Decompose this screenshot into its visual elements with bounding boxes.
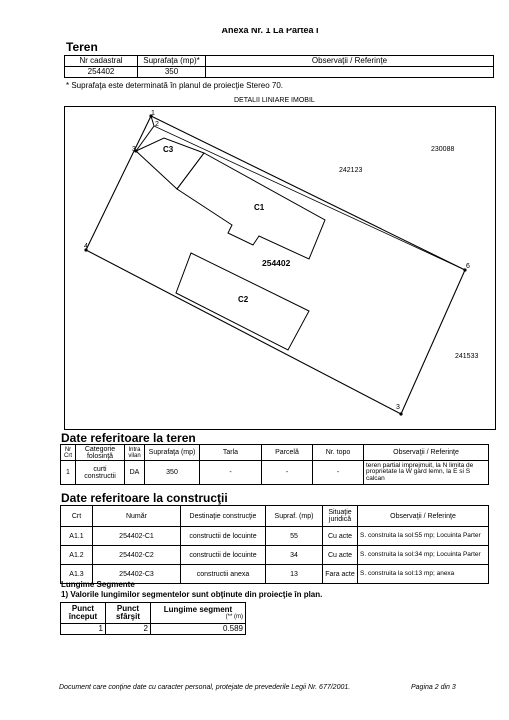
dc-obs: S. construita la sol:34 mp; Locuinta Parter bbox=[358, 546, 489, 565]
dc-obs: S. construita la sol:13 mp; anexa bbox=[358, 565, 489, 584]
segmente-subtitle: 1) Valorile lungimilor segmentelor sunt obţinute din proiecţie în plan. bbox=[61, 590, 323, 599]
table-row bbox=[61, 527, 489, 546]
dc-h-crt: Crt bbox=[61, 506, 93, 527]
dt-h-categorie: Categorie folosinţă bbox=[76, 445, 125, 461]
dc-h-situatie: Situaţie juridică bbox=[323, 506, 358, 527]
seg-h-unit: (** (m) bbox=[225, 614, 243, 620]
seg-length: 0.589 bbox=[151, 624, 246, 635]
segmente-title: Lungime Segmente bbox=[61, 580, 135, 589]
building-c3-label: C3 bbox=[163, 145, 174, 154]
dc-h-supraf: Supraf. (mp) bbox=[266, 506, 323, 527]
seg-h-length-cell bbox=[151, 603, 246, 624]
teren-footnote: * Suprafaţa este determinată în planul de proiecţie Stereo 70. bbox=[66, 81, 284, 90]
dc-supraf: 55 bbox=[266, 527, 323, 546]
dt-h-suprafata: Suprafaţa (mp) bbox=[145, 445, 200, 461]
segmente-table bbox=[60, 602, 246, 635]
plan-title: DETALII LINIARE IMOBIL bbox=[234, 97, 315, 104]
dc-destinatie: constructii de locuinte bbox=[181, 546, 266, 565]
seg-end: 2 bbox=[106, 624, 151, 635]
date-constructii-table bbox=[60, 505, 489, 584]
dc-crt: A1.3 bbox=[61, 565, 93, 584]
nr-cadastral-value: 254402 bbox=[65, 67, 138, 78]
table-row bbox=[61, 546, 489, 565]
dt-parcela: - bbox=[262, 461, 313, 485]
seg-h-length: Lungime segment bbox=[163, 605, 233, 614]
date-teren-table bbox=[60, 444, 489, 485]
dt-h-tarla: Tarla bbox=[200, 445, 262, 461]
dc-crt: A1.1 bbox=[61, 527, 93, 546]
dc-situatie: Cu acte bbox=[323, 527, 358, 546]
table-row bbox=[61, 624, 246, 635]
vertex-label-6: 6 bbox=[466, 263, 470, 270]
col-observatii: Observaţii / Referinţe bbox=[206, 56, 494, 67]
date-constructii-title: Date referitoare la construcţii bbox=[61, 491, 228, 505]
teren-table bbox=[64, 55, 494, 78]
dc-numar: 254402-C2 bbox=[93, 546, 181, 565]
dt-h-parcela: Parcelă bbox=[262, 445, 313, 461]
dc-supraf: 13 bbox=[266, 565, 323, 584]
vertex-label-3: 3 bbox=[132, 146, 136, 153]
dt-tarla: - bbox=[200, 461, 262, 485]
building-c1-outline bbox=[177, 153, 325, 259]
dc-destinatie: constructii anexa bbox=[181, 565, 266, 584]
suprafata-value: 350 bbox=[138, 67, 206, 78]
dc-supraf: 34 bbox=[266, 546, 323, 565]
footer-disclaimer: Document care conţine date cu caracter personal, protejate de prevederile Legii Nr. 677/2001. bbox=[59, 684, 351, 691]
footer-page: Pagina 2 din 3 bbox=[411, 684, 456, 691]
building-c1-label: C1 bbox=[254, 203, 265, 212]
seg-h-start: Punct început bbox=[61, 603, 106, 624]
dc-situatie: Cu acte bbox=[323, 546, 358, 565]
dc-numar: 254402-C1 bbox=[93, 527, 181, 546]
dc-situatie: Fara acte bbox=[323, 565, 358, 584]
dc-crt: A1.2 bbox=[61, 546, 93, 565]
parcel-label: 254402 bbox=[262, 258, 291, 268]
dt-suprafata: 350 bbox=[145, 461, 200, 485]
vertex-label-3b: 3 bbox=[396, 404, 400, 411]
dc-obs: S. construita la sol:55 mp; Locuinta Parter bbox=[358, 527, 489, 546]
dc-destinatie: constructii de locuinte bbox=[181, 527, 266, 546]
neighbor-230088: 230088 bbox=[431, 146, 455, 153]
col-suprafata: Suprafaţa (mp)* bbox=[138, 56, 206, 67]
observatii-value bbox=[206, 67, 494, 78]
teren-title: Teren bbox=[66, 40, 98, 54]
dt-intravilan: DA bbox=[125, 461, 145, 485]
dt-h-observatii: Observaţii / Referinţe bbox=[364, 445, 489, 461]
dt-h-intravilan: Intra vilan bbox=[125, 445, 145, 461]
dc-numar: 254402-C3 bbox=[93, 565, 181, 584]
seg-start: 1 bbox=[61, 624, 106, 635]
dt-observatii: teren partial imprejmuit, la N limita de proprietate la W gard lemn, la E si S calcan bbox=[364, 461, 489, 485]
building-c2-label: C2 bbox=[238, 295, 249, 304]
dt-categorie: curti constructii bbox=[76, 461, 125, 485]
dc-h-destinatie: Destinaţie construcţie bbox=[181, 506, 266, 527]
vertex-label-1: 1 bbox=[151, 110, 155, 117]
neighbor-241533: 241533 bbox=[455, 353, 479, 360]
col-nr-cadastral: Nr cadastral bbox=[65, 56, 138, 67]
dt-h-topo: Nr. topo bbox=[313, 445, 364, 461]
date-teren-title: Date referitoare la teren bbox=[61, 431, 196, 445]
parcel-plan bbox=[64, 106, 496, 430]
dc-h-numar: Număr bbox=[93, 506, 181, 527]
dc-h-observatii: Observaţii / Referinţe bbox=[358, 506, 489, 527]
dt-h-nr: Nr Crt bbox=[61, 445, 76, 461]
seg-h-end: Punct sfârşit bbox=[106, 603, 151, 624]
vertex-label-4: 4 bbox=[84, 243, 88, 250]
dt-nr: 1 bbox=[61, 461, 76, 485]
neighbor-242123: 242123 bbox=[339, 167, 363, 174]
annex-title: Anexa Nr. 1 La Partea I bbox=[221, 28, 319, 35]
dt-topo: - bbox=[313, 461, 364, 485]
vertex-label-2: 2 bbox=[155, 121, 159, 128]
